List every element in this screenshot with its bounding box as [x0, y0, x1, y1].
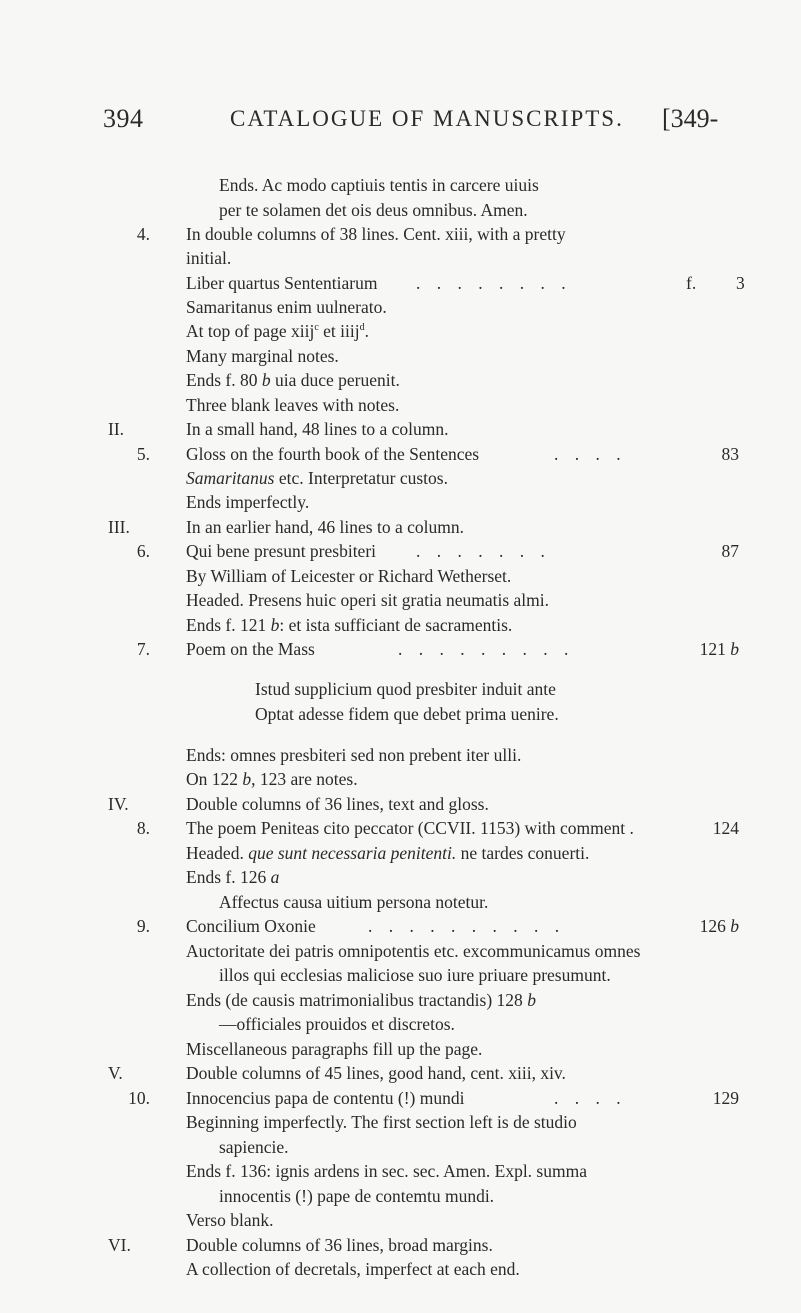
line-text: Ends f. 136: ignis ardens in sec. sec. Amen. Expl. summa — [186, 1161, 587, 1181]
line-text: Beginning imperfectly. The first section left is de studio — [186, 1112, 577, 1132]
line-text: illos qui ecclesias maliciose suo iure priuare presumunt. — [219, 965, 611, 985]
section-numeral: IV. — [108, 794, 129, 814]
text-line — [0, 393, 801, 417]
line-text: Ends. Ac modo captiuis tentis in carcere uiuis — [219, 175, 539, 195]
text-line — [0, 246, 801, 270]
line-text: Double columns of 36 lines, text and gloss. — [186, 794, 489, 814]
entry-title: Concilium Oxonie — [186, 916, 316, 936]
text-line — [0, 767, 801, 791]
text-line — [0, 368, 801, 392]
line-text: Ends: omnes presbiteri sed non prebent iter ulli. — [186, 745, 522, 765]
line-text: Samaritanus enim uulnerato. — [186, 297, 387, 317]
line-text: Ends f. 126 a — [186, 867, 280, 887]
section-numeral: II. — [108, 419, 125, 439]
text-line — [0, 564, 801, 588]
leader-dots: . . . . . . . . . — [398, 639, 575, 659]
text-line — [0, 613, 801, 637]
section-line — [0, 417, 801, 441]
line-text: In a small hand, 48 lines to a column. — [186, 419, 449, 439]
text-line — [0, 295, 801, 319]
line-text: By William of Leicester or Richard Wetherset. — [186, 566, 512, 586]
entry-line — [0, 271, 801, 295]
entry-line — [0, 1086, 801, 1110]
entry-title: Liber quartus Sententiarum — [186, 273, 378, 293]
line-text: Ends f. 80 b uia duce peruenit. — [186, 370, 400, 390]
text-line — [0, 963, 801, 987]
line-text: —officiales prouidos et discretos. — [219, 1014, 455, 1034]
item-number: 4. — [136, 224, 150, 244]
line-text: On 122 b, 123 are notes. — [186, 769, 358, 789]
line-text: Ends imperfectly. — [186, 492, 310, 512]
manuscript-ref: [349- — [662, 104, 719, 133]
text-line — [0, 743, 801, 767]
line-text: Headed. que sunt necessaria penitenti. ne tardes conuerti. — [186, 843, 590, 863]
section-numeral: V. — [108, 1063, 123, 1083]
page-header — [0, 104, 801, 144]
line-text: Double columns of 45 lines, good hand, cent. xiii, xiv. — [186, 1063, 566, 1083]
line-text: innocentis (!) pape de contemtu mundi. — [219, 1186, 495, 1206]
text-line — [0, 1012, 801, 1036]
text-line — [0, 344, 801, 368]
text-line — [0, 173, 801, 197]
verse-line — [0, 677, 801, 701]
line-text: Optat adesse fidem que debet prima uenire. — [255, 704, 559, 724]
line-text: In double columns of 38 lines. Cent. xiii, with a pretty — [186, 224, 566, 244]
line-text: Ends (de causis matrimonialibus tractandis) 128 b — [186, 990, 536, 1010]
line-text: Ends f. 121 b: et ista sufficiant de sacramentis. — [186, 615, 513, 635]
line-text: At top of page xiij$^c$ et iiij$^d$. — [186, 321, 369, 341]
entry-line — [0, 637, 801, 661]
text-line — [0, 1184, 801, 1208]
section-line — [0, 515, 801, 539]
line-text: A collection of decretals, imperfect at each end. — [186, 1259, 520, 1279]
text-line — [0, 939, 801, 963]
section-line — [0, 1061, 801, 1085]
item-number: 8. — [136, 818, 150, 838]
text-line — [0, 1159, 801, 1183]
text-line — [0, 1037, 801, 1061]
item-number: 6. — [136, 541, 150, 561]
entry-line — [0, 914, 801, 938]
item-number: 5. — [136, 444, 150, 464]
text-line — [0, 1208, 801, 1232]
entry-line — [0, 539, 801, 563]
entry-line — [0, 816, 801, 840]
text-line — [0, 1110, 801, 1134]
text-line — [0, 988, 801, 1012]
text-line — [0, 319, 801, 343]
line-text: Three blank leaves with notes. — [186, 395, 400, 415]
text-line — [0, 490, 801, 514]
line-text: Istud supplicium quod presbiter induit ante — [255, 679, 556, 699]
line-text: per te solamen det ois deus omnibus. Amen. — [219, 200, 528, 220]
folio-prefix: f. — [686, 273, 697, 293]
entry-title: The poem Peniteas cito peccator (CCVII. 1153) with comment . — [186, 818, 634, 838]
section-numeral: III. — [108, 517, 130, 537]
folio-ref: 83 — [721, 444, 739, 464]
line-text: Auctoritate dei patris omnipotentis etc. excommunicamus omnes — [186, 941, 641, 961]
entry-title: Poem on the Mass — [186, 639, 315, 659]
entry-title: Gloss on the fourth book of the Sentences — [186, 444, 480, 464]
entry-title: Innocencius papa de contentu (!) mundi — [186, 1088, 465, 1108]
item-number: 9. — [136, 916, 150, 936]
text-line — [0, 841, 801, 865]
leader-dots: . . . . — [554, 444, 627, 464]
leader-dots: . . . . . . . — [416, 541, 551, 561]
text-line — [0, 466, 801, 490]
section-line — [0, 1233, 801, 1257]
item-number: 10. — [128, 1088, 150, 1108]
line-text: Miscellaneous paragraphs fill up the page. — [186, 1039, 483, 1059]
running-title: CATALOGUE OF MANUSCRIPTS. — [230, 106, 624, 131]
line-text: sapiencie. — [219, 1137, 289, 1157]
line-text: Double columns of 36 lines, broad margins. — [186, 1235, 493, 1255]
item-line — [0, 222, 801, 246]
entry-line — [0, 442, 801, 466]
folio-ref: 121 b — [699, 639, 739, 659]
line-text: Affectus causa uitium persona notetur. — [219, 892, 489, 912]
leader-dots: . . . . . . . . . . — [368, 916, 566, 936]
text-line — [0, 588, 801, 612]
folio-ref: 126 b — [699, 916, 739, 936]
folio-ref: 3 — [736, 273, 745, 293]
text-line — [0, 198, 801, 222]
folio-ref: 129 — [712, 1088, 739, 1108]
section-line — [0, 792, 801, 816]
page-number: 394 — [103, 104, 144, 133]
line-text: initial. — [186, 248, 232, 268]
folio-ref: 87 — [721, 541, 739, 561]
section-numeral: VI. — [108, 1235, 131, 1255]
line-text: Headed. Presens huic operi sit gratia neumatis almi. — [186, 590, 550, 610]
line-text: In an earlier hand, 46 lines to a column. — [186, 517, 464, 537]
entry-title: Qui bene presunt presbiteri — [186, 541, 377, 561]
text-line — [0, 890, 801, 914]
line-text: Samaritanus etc. Interpretatur custos. — [186, 468, 448, 488]
text-line — [0, 1135, 801, 1159]
leader-dots: . . . . . . . . — [416, 273, 572, 293]
text-line — [0, 1257, 801, 1281]
line-text: Verso blank. — [186, 1210, 274, 1230]
leader-dots: . . . . — [554, 1088, 627, 1108]
item-number: 7. — [136, 639, 150, 659]
text-line — [0, 865, 801, 889]
folio-ref: 124 — [712, 818, 739, 838]
line-text: Many marginal notes. — [186, 346, 339, 366]
verse-line — [0, 702, 801, 726]
